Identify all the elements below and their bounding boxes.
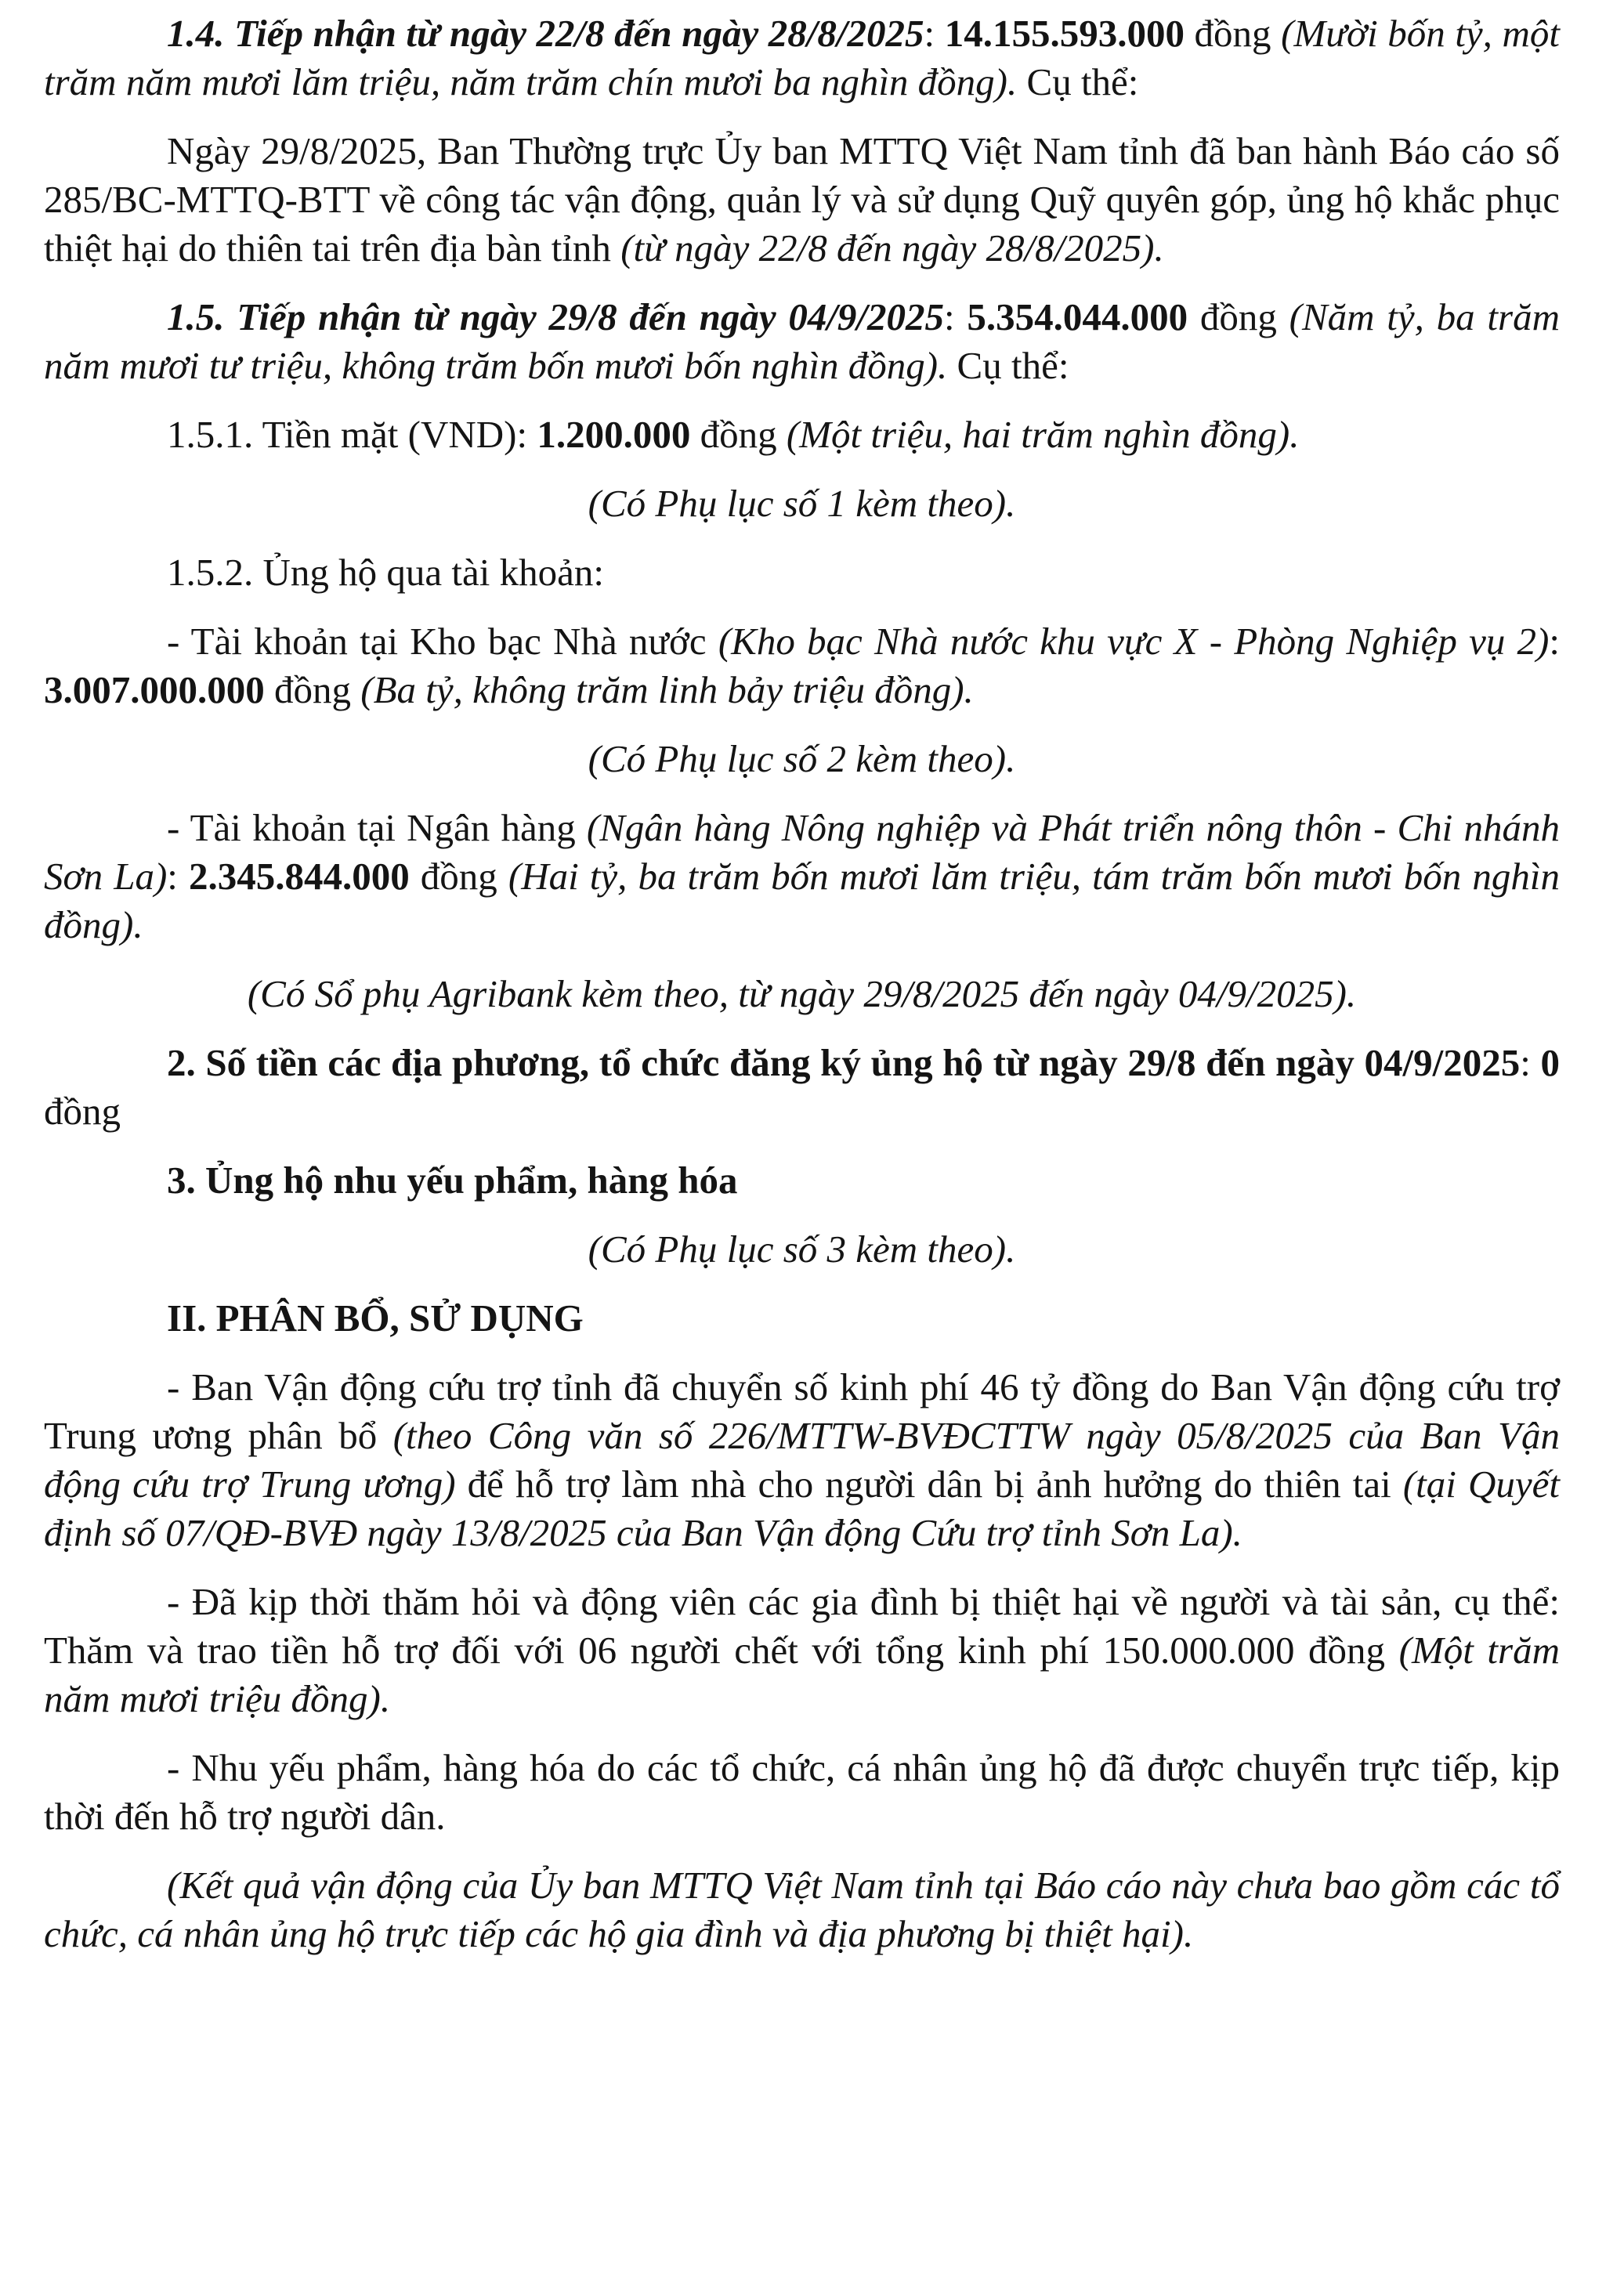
section-1-5-amount: 5.354.044.000 (967, 295, 1188, 338)
treasury-account (44, 617, 1560, 714)
allocation-2-text: - Đã kịp thời thăm hỏi và động viên các gia đình bị thiệt hại về người và tài sản, cụ thể: Thăm và trao tiền hỗ trợ đối với 06 người chết với tổng kinh phí 150.000.000 đồng (44, 1580, 1560, 1672)
allocation-1-reference-2: (tại Quyết định số 07/QĐ-BVĐ ngày 13/8/2025 của Ban Vận động Cứu trợ tỉnh Sơn La). (44, 1463, 1560, 1554)
section-1-4-colon: : (924, 12, 945, 55)
section-3-heading: 3. Ủng hộ nhu yếu phẩm, hàng hóa (167, 1159, 738, 1202)
section-1-5 (44, 293, 1560, 390)
treasury-account-unit: đồng (264, 668, 361, 711)
agribank-statement-note: (Có Sổ phụ Agribank kèm theo, từ ngày 29/8/2025 đến ngày 04/9/2025). (247, 972, 1357, 1015)
section-1-5-1-unit: đồng (690, 413, 787, 456)
allocation-1-text-1: - Ban Vận động cứu trợ tỉnh đã chuyển số kinh phí 46 tỷ đồng do Ban Vận động cứu trợ Trung ương phân bổ (44, 1365, 1560, 1457)
section-1-5-amount-words: (Năm tỷ, ba trăm năm mươi tư triệu, không trăm bốn mươi bốn nghìn đồng). (44, 295, 1560, 387)
section-3 (44, 1156, 1560, 1205)
section-1-4-unit: đồng (1184, 12, 1282, 55)
section-2-heading: 2. Số tiền các địa phương, tổ chức đăng ký ủng hộ từ ngày 29/8 đến ngày 04/9/2025 (167, 1041, 1521, 1084)
section-1-4 (44, 9, 1560, 107)
section-1-5-1-amount-words: (Một triệu, hai trăm nghìn đồng). (786, 413, 1300, 456)
section-1-5-2 (44, 548, 1560, 597)
bank-account-amount-words: (Hai tỷ, ba trăm bốn mươi lăm triệu, tám trăm bốn mươi bốn nghìn đồng). (44, 855, 1560, 946)
section-2-amount: 0 (1540, 1041, 1560, 1084)
section-1-4-detail (44, 127, 1560, 273)
allocation-paragraph-1 (44, 1363, 1560, 1557)
section-1-5-1-amount: 1.200.000 (537, 413, 691, 456)
section-1-5-colon: : (944, 295, 968, 338)
section-1-4-heading: 1.4. Tiếp nhận từ ngày 22/8 đến ngày 28/8/2025 (167, 12, 924, 55)
appendix-2-note: (Có Phụ lục số 2 kèm theo). (588, 737, 1016, 780)
section-2-unit: đồng (44, 1090, 121, 1133)
document-page (44, 9, 1560, 1979)
bank-account-amount: 2.345.844.000 (188, 855, 410, 898)
section-1-5-1 (44, 410, 1560, 459)
bank-account (44, 804, 1560, 949)
appendix-3-note: (Có Phụ lục số 3 kèm theo). (588, 1228, 1016, 1271)
treasury-account-amount-words: (Ba tỷ, không trăm linh bảy triệu đồng). (360, 668, 974, 711)
bank-account-colon: : (167, 855, 189, 898)
section-1-5-1-label: 1.5.1. Tiền mặt (VND): (167, 413, 537, 456)
closing-note: (Kết quả vận động của Ủy ban MTTQ Việt Nam tỉnh tại Báo cáo này chưa bao gồm các tổ chức, cá nhân ủng hộ trực tiếp các hộ gia đình và địa phương bị thiệt hại). (44, 1864, 1560, 1955)
treasury-account-colon: : (1549, 620, 1560, 663)
section-1-5-heading: 1.5. Tiếp nhận từ ngày 29/8 đến ngày 04/9/2025 (167, 295, 945, 338)
section-1-4-detail-period: (từ ngày 22/8 đến ngày 28/8/2025). (620, 226, 1164, 269)
allocation-1-text-2: để hỗ trợ làm nhà cho người dân bị ảnh hưởng do thiên tai (455, 1463, 1403, 1506)
section-1-5-tail: Cụ thể: (947, 344, 1069, 387)
section-1-5-unit: đồng (1188, 295, 1289, 338)
section-2-colon: : (1520, 1041, 1541, 1084)
bank-account-unit: đồng (409, 855, 508, 898)
allocation-paragraph-3 (44, 1744, 1560, 1841)
section-2 (44, 1039, 1560, 1136)
section-ii (44, 1294, 1560, 1343)
section-1-4-amount: 14.155.593.000 (944, 12, 1185, 55)
section-1-4-amount-words: (Mười bốn tỷ, một trăm năm mươi lăm triệu, năm trăm chín mươi ba nghìn đồng). (44, 12, 1560, 103)
allocation-2-amount-words: (Một trăm năm mươi triệu đồng). (44, 1629, 1560, 1720)
treasury-account-prefix: - Tài khoản tại Kho bạc Nhà nước (167, 620, 718, 663)
bank-account-name: (Ngân hàng Nông nghiệp và Phát triển nông thôn - Chi nhánh Sơn La) (44, 806, 1560, 898)
allocation-paragraph-2 (44, 1578, 1560, 1723)
appendix-1-note: (Có Phụ lục số 1 kèm theo). (588, 482, 1016, 525)
section-ii-heading: II. PHÂN BỔ, SỬ DỤNG (167, 1296, 584, 1340)
section-1-5-2-label: 1.5.2. Ủng hộ qua tài khoản: (167, 551, 604, 594)
allocation-3-text: - Nhu yếu phẩm, hàng hóa do các tổ chức, cá nhân ủng hộ đã được chuyển trực tiếp, kịp thời đến hỗ trợ người dân. (44, 1746, 1560, 1838)
bank-account-prefix: - Tài khoản tại Ngân hàng (167, 806, 587, 849)
allocation-1-reference-1: (theo Công văn số 226/MTTW-BVĐCTTW ngày 05/8/2025 của Ban Vận động cứu trợ Trung ương) (44, 1414, 1560, 1506)
treasury-account-amount: 3.007.000.000 (44, 668, 265, 711)
treasury-account-name: (Kho bạc Nhà nước khu vực X - Phòng Nghiệp vụ 2) (718, 620, 1550, 663)
section-1-4-detail-text: Ngày 29/8/2025, Ban Thường trực Ủy ban MTTQ Việt Nam tỉnh đã ban hành Báo cáo số 285/BC-MTTQ-BTT về công tác vận động, quản lý và sử dụng Quỹ quyên góp, ủng hộ khắc phục thiệt hại do thiên tai trên địa bàn tỉnh (44, 129, 1560, 269)
section-1-4-tail: Cụ thể: (1017, 60, 1139, 103)
